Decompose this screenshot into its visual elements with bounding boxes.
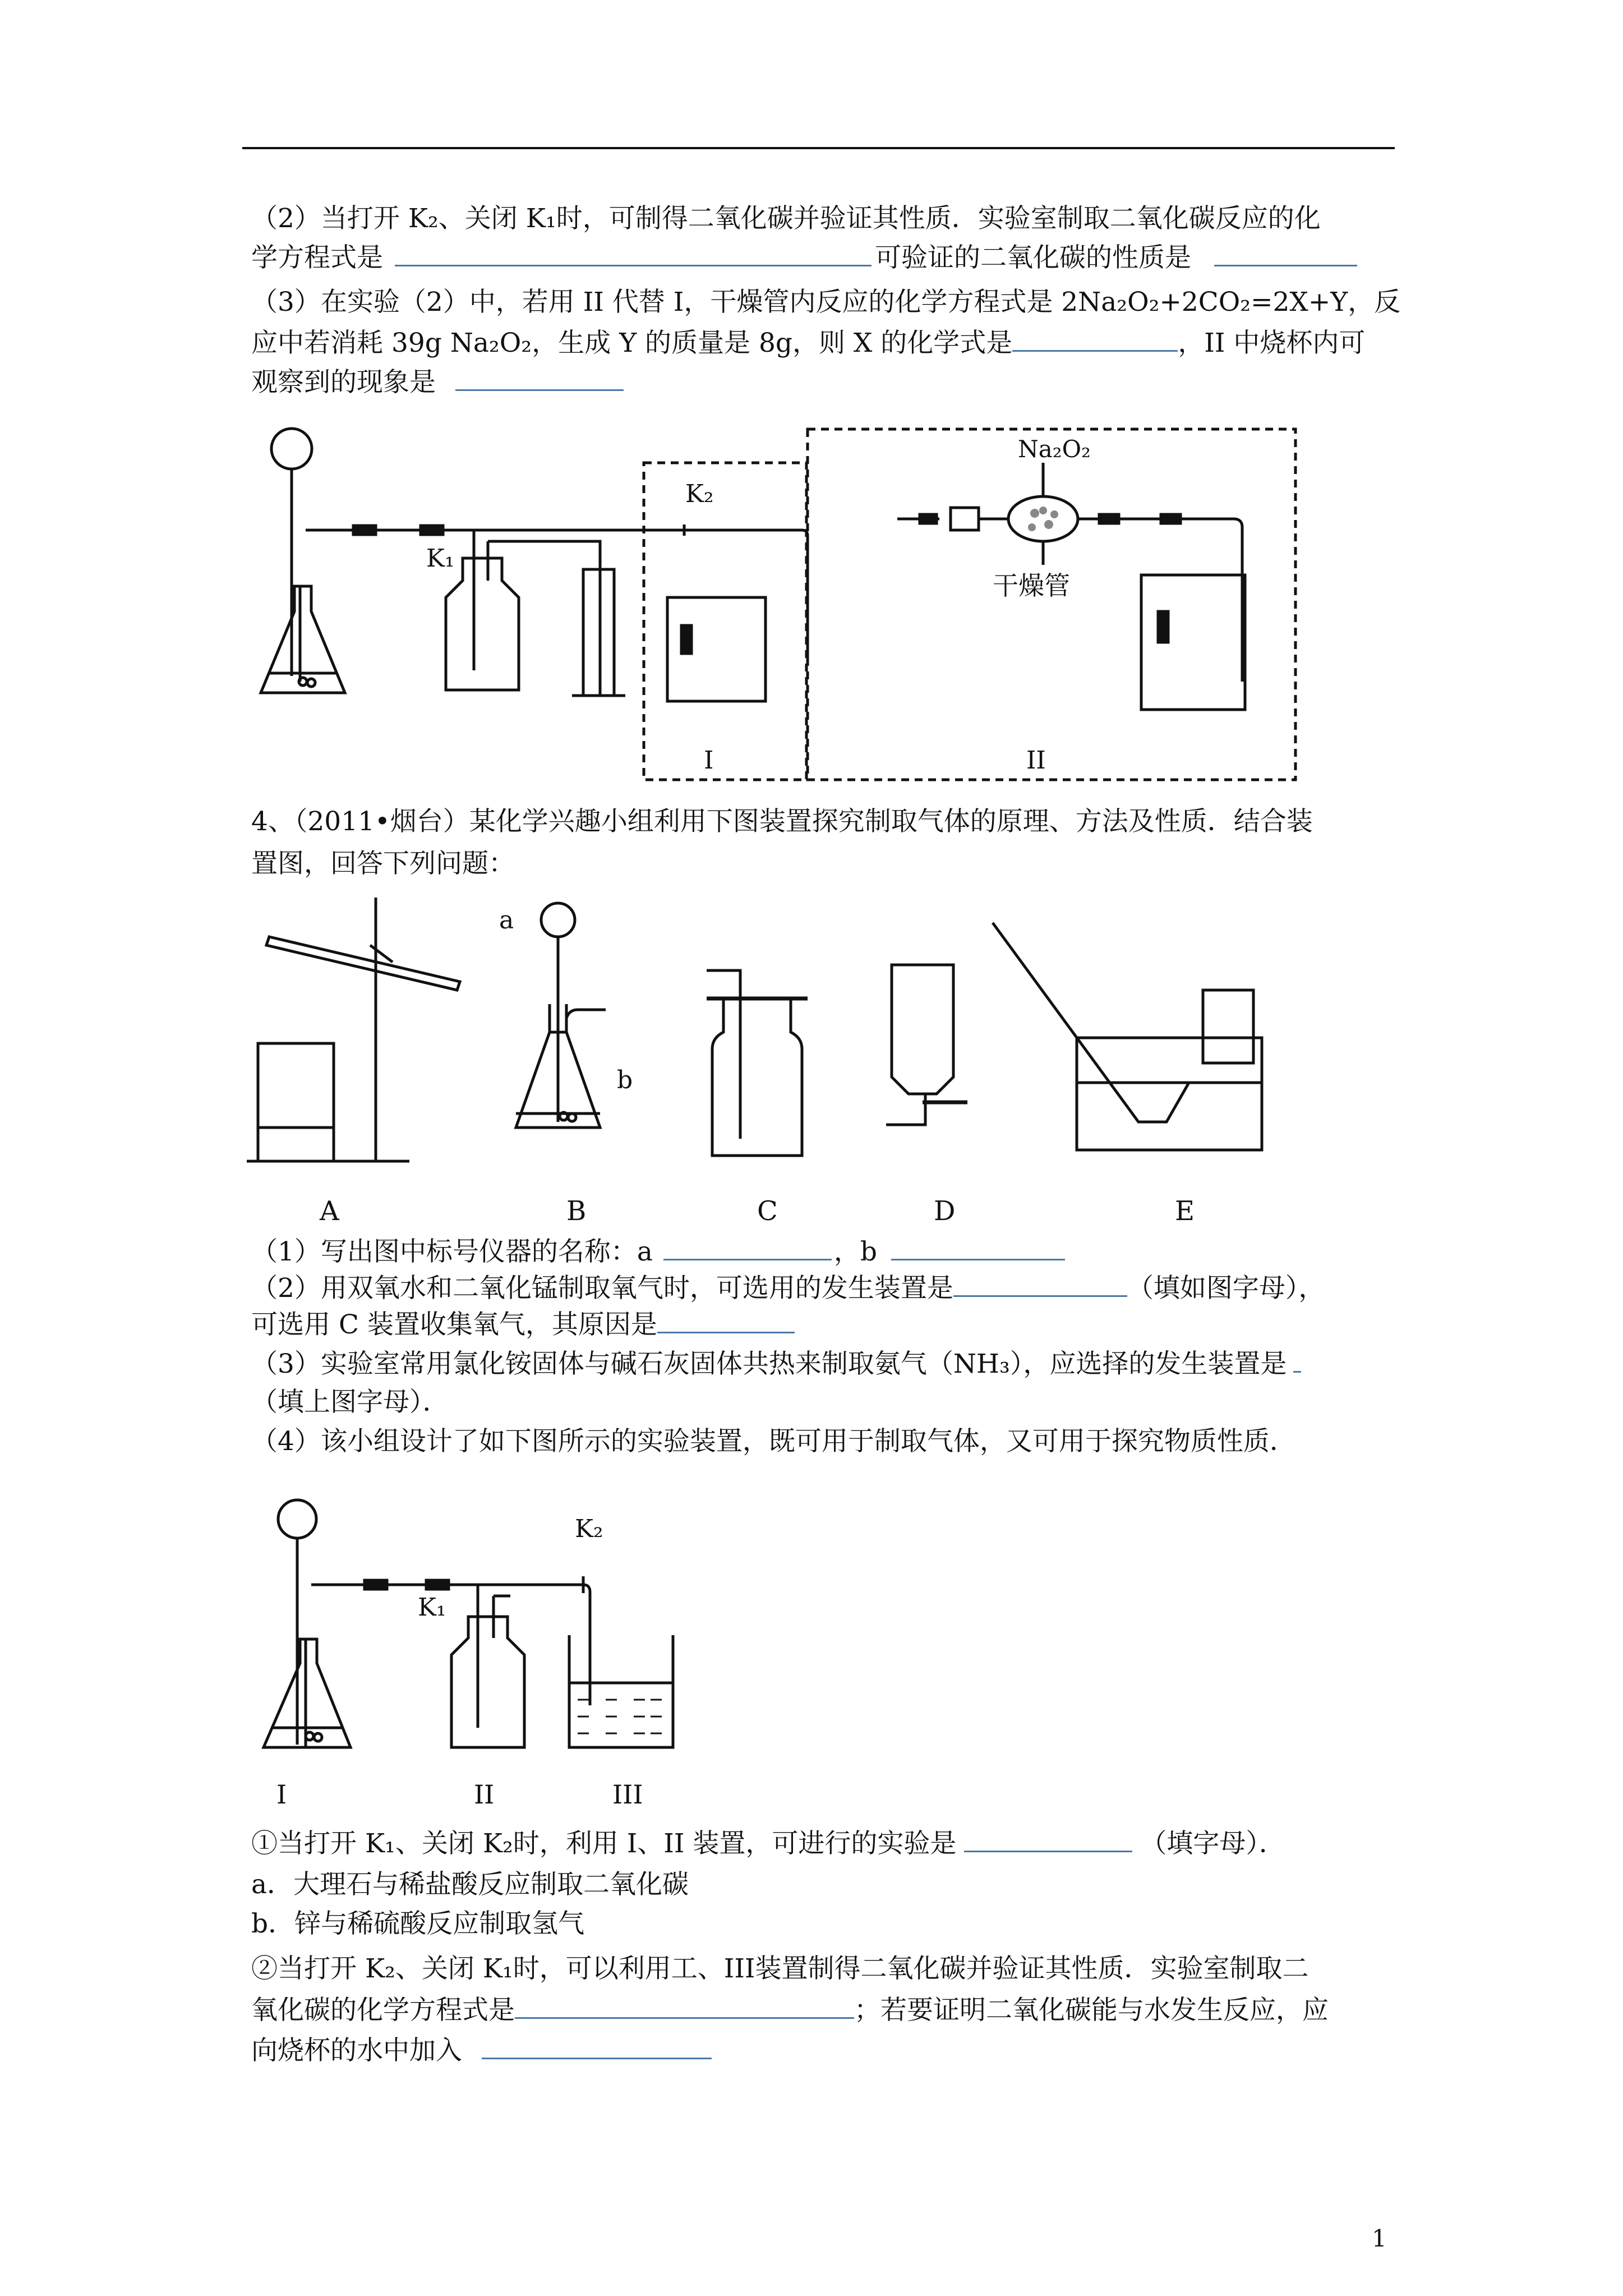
q3-2-line2 [251, 240, 1357, 275]
dashed-box-ii [808, 429, 1295, 780]
q4-1-text-b: ，b [833, 1236, 877, 1267]
q4-2-line2 [251, 1307, 795, 1342]
q3-3-text-c: 观察到的现象是 [251, 367, 436, 398]
q4-2-text-c: 可选用 C 装置收集氧气，其原因是 [251, 1309, 657, 1340]
alcohol-lamp-icon [258, 1043, 334, 1161]
q4-line1: 4、（2011•烟台）某化学兴趣小组利用下图装置探究制取气体的原理、方法及性质．结合装 [251, 806, 1313, 837]
water-trough-icon [1077, 1038, 1262, 1150]
q4-2-line1 [251, 1271, 1325, 1305]
label-box-ii: II [1026, 746, 1046, 775]
q3-3-text-a: 应中若消耗 39g Na₂O₂，生成 Y 的质量是 8g，则 X 的化学式是 [251, 328, 1013, 358]
q3-3-line3 [251, 365, 624, 399]
option-a: a．大理石与稀盐酸反应制取二氧化碳 [251, 1869, 689, 1900]
gas-bottle-icon [451, 1617, 524, 1747]
separatory-funnel-icon [278, 1500, 316, 1538]
q3-3-line2 [251, 325, 1365, 360]
q4-2-text-a: （2）用双氧水和二氧化锰制取氧气时，可选用的发生装置是 [251, 1273, 953, 1304]
test-tube-icon [266, 937, 460, 990]
q4-3-text-a: （3）实验室常用氯化铵固体与碱石灰固体共热来制取氨气（NH₃），应选择的发生装置是 [251, 1349, 1287, 1379]
q4-4a-text-a: ①当打开 K₁、关闭 K₂时，利用 I、II 装置，可进行的实验是 [251, 1828, 957, 1859]
answer-blank-co2-equation[interactable] [515, 1993, 854, 2019]
label-k2: K₂ [685, 480, 714, 508]
answer-blank-a[interactable] [663, 1234, 832, 1260]
answer-blank-generator[interactable] [953, 1271, 1127, 1297]
answer-blank-experiment[interactable] [964, 1826, 1132, 1852]
q4-4b-line2 [251, 1993, 1329, 2027]
label-b: b [617, 1066, 633, 1094]
beaker-icon [569, 1635, 673, 1747]
page-number: 1 [1372, 2225, 1387, 2252]
header-rule [242, 147, 1395, 149]
separatory-funnel-icon [271, 429, 312, 469]
drying-tube-icon [1008, 496, 1078, 541]
apparatus-figure-2 [247, 892, 1312, 1228]
caption-d: D [934, 1195, 956, 1227]
apparatus-figure-3 [247, 1492, 707, 1823]
option-b: b．锌与稀硫酸反应制取氢气 [251, 1908, 585, 1939]
answer-blank-phenomenon[interactable] [455, 365, 624, 391]
q3-2-line1: （2）当打开 K₂、关闭 K₁时，可制得二氧化碳并验证其性质．实验室制取二氧化碳反应的化 [251, 203, 1321, 234]
caption-b: B [566, 1195, 587, 1227]
gas-bottle-d-icon [892, 965, 953, 1094]
caption-a: A [320, 1195, 339, 1227]
q4-4a-text-b: （填字母）． [1140, 1828, 1285, 1859]
answer-blank-equation[interactable] [395, 240, 872, 266]
q4-4b-line1: ②当打开 K₂、关闭 K₁时，可以利用工、III装置制得二氧化碳并验证其性质．实验室制取二 [251, 1953, 1309, 1984]
label-a: a [499, 906, 514, 935]
caption-iii: III [612, 1779, 643, 1810]
q4-4b-text-a: 氧化碳的化学方程式是 [251, 1995, 515, 2026]
funnel-a-icon [541, 903, 575, 937]
q4-4b-line3 [251, 2033, 712, 2068]
q4-4b-text-b: ；若要证明二氧化碳能与水发生反应，应 [854, 1995, 1329, 2026]
q4-1-text-a: （1）写出图中标号仪器的名称：a [251, 1236, 653, 1267]
q4-4a-line1 [251, 1826, 1285, 1861]
answer-blank-indicator[interactable] [482, 2033, 712, 2059]
q3-3-line1: （3）在实验（2）中，若用 II 代替 I，干燥管内反应的化学方程式是 2Na₂O₂+2CO₂=2X+Y，反 [251, 287, 1401, 318]
q4-2-text-b: （填如图字母）， [1127, 1273, 1325, 1304]
label-k2: K₂ [575, 1515, 603, 1543]
q3-2-text-b: 可验证的二氧化碳的性质是 [874, 242, 1191, 273]
caption-i: I [276, 1779, 287, 1810]
label-k1: K₁ [426, 544, 455, 573]
gas-bottle-icon [446, 558, 519, 690]
answer-blank-ammonia[interactable] [1293, 1346, 1301, 1373]
q4-4-line1: （4）该小组设计了如下图所示的实验装置，既可用于制取气体，又可用于探究物质性质． [251, 1426, 1296, 1457]
label-na2o2: Na₂O₂ [1018, 435, 1091, 463]
q3-2-text-a: 学方程式是 [251, 242, 383, 273]
q4-line2: 置图，回答下列问题： [251, 848, 515, 879]
caption-e: E [1175, 1195, 1195, 1227]
q3-3-text-b: ，II 中烧杯内可 [1178, 328, 1366, 358]
answer-blank-reason[interactable] [657, 1307, 795, 1333]
collecting-tube-icon [1203, 990, 1253, 1063]
q4-3-line1 [251, 1346, 1301, 1381]
q4-3-line2: （填上图字母）． [251, 1387, 449, 1418]
caption-c: C [757, 1195, 778, 1227]
answer-blank-x-formula[interactable] [1012, 325, 1178, 352]
apparatus-figure-1 [241, 418, 1318, 788]
answer-blank-property[interactable] [1214, 240, 1357, 266]
answer-blank-b[interactable] [891, 1234, 1065, 1260]
q4-4b-text-c: 向烧杯的水中加入 [251, 2035, 462, 2066]
label-k1: K₁ [418, 1593, 446, 1622]
label-box-i: I [704, 746, 714, 775]
q4-1-line [251, 1234, 1065, 1269]
gas-bottle-c-icon [712, 999, 802, 1156]
caption-ii: II [474, 1779, 495, 1810]
label-drying-tube: 干燥管 [993, 570, 1070, 601]
